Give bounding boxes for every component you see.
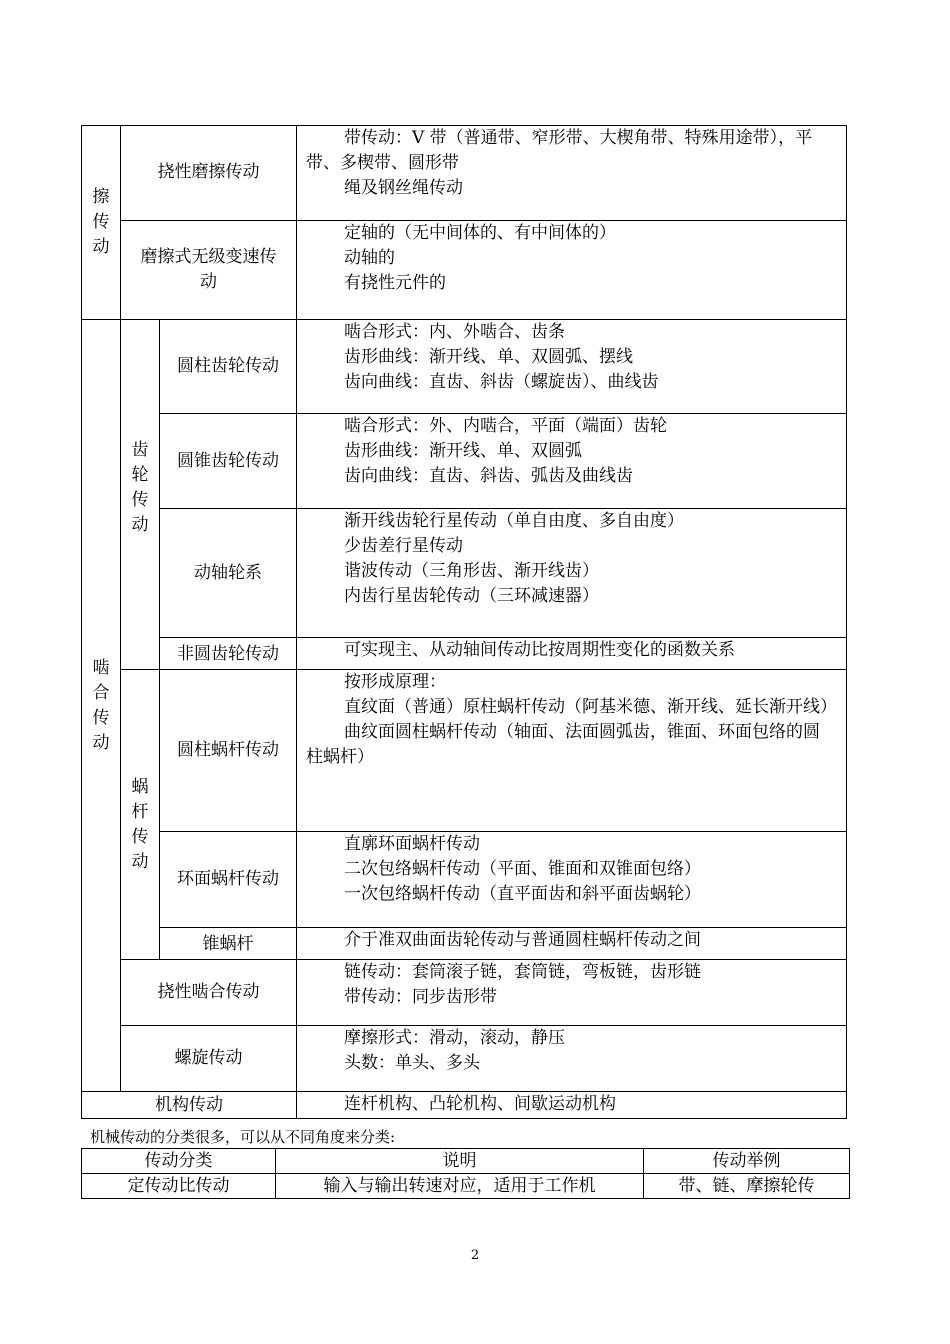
group-label-text — [93, 656, 110, 756]
row-description: 按形成原理： 直纹面（普通）原柱蜗杆传动（阿基米德、渐开线、延长渐开线） 曲纹面圆柱蜗杆传动（轴面、法面圆弧齿，锥面、环面包络的圆柱蜗杆） — [306, 672, 837, 767]
group-label-gear — [121, 320, 159, 669]
row-description: 摩擦形式：滑动，滚动，静压 头数：单头、多头 — [344, 1028, 565, 1073]
group-label-char: 传 — [92, 212, 110, 232]
row-name: 环面蜗杆传动 — [177, 869, 279, 889]
table-border — [849, 1148, 850, 1199]
table-border — [81, 1118, 847, 1119]
group-label-char: 杆 — [131, 801, 149, 822]
table-cell: 定传动比传动 — [127, 1175, 230, 1196]
table-cell: 带、链、摩擦轮传 — [678, 1175, 815, 1196]
caption-text: 机械传动的分类很多，可以从不同角度来分类: — [90, 1128, 396, 1146]
row-name: 螺旋传动 — [174, 1048, 243, 1068]
group-label-char: 动 — [92, 732, 110, 753]
table-header: 传动分类 — [144, 1150, 213, 1171]
row-name: 锥蜗杆 — [202, 934, 254, 954]
row-description: 啮合形式：外、内啮合，平面（端面）齿轮 齿形曲线：渐开线、单、双圆弧 齿向曲线：直齿、斜齿、弧齿及曲线齿 — [344, 416, 667, 486]
row-name: 圆锥齿轮传动 — [177, 450, 279, 471]
group-label-char: 蜗 — [131, 776, 149, 797]
row-name: 挠性磨擦传动 — [157, 161, 260, 182]
group-label-char: 传 — [131, 826, 149, 847]
group-label-char: 合 — [92, 682, 110, 703]
row-name: 圆柱齿轮传动 — [177, 356, 279, 376]
group-label-friction — [82, 126, 120, 319]
row-name: 非圆齿轮传动 — [177, 644, 279, 664]
row-name: 圆柱蜗杆传动 — [177, 740, 279, 760]
group-label-text — [132, 775, 149, 875]
group-label-char: 动 — [92, 237, 110, 257]
row-name: 机构传动 — [155, 1094, 223, 1115]
row-name: 磨擦式无级变速传动 — [140, 247, 277, 292]
row-description: 渐开线齿轮行星传动（单自由度、多自由度） 少齿差行星传动 谐波传动（三角形齿、渐开线齿） 内齿行星齿轮传动（三环减速器） — [344, 511, 684, 606]
group-label-char: 齿 — [131, 439, 149, 460]
row-description: 介于准双曲面齿轮传动与普通圆柱蜗杆传动之间 — [344, 930, 701, 950]
page-number: 2 — [470, 1248, 480, 1263]
table-border — [846, 125, 847, 1119]
group-label-char: 擦 — [92, 187, 110, 207]
row-description: 连杆机构、凸轮机构、间歇运动机构 — [344, 1094, 616, 1114]
table-header: 传动举例 — [712, 1150, 781, 1171]
group-label-meshing — [82, 320, 120, 1091]
group-label-char: 轮 — [131, 464, 149, 485]
row-description: 啮合形式：内、外啮合、齿条 齿形曲线：渐开线、单、双圆弧、摆线 齿向曲线：直齿、斜齿（螺旋齿）、曲线齿 — [344, 322, 659, 392]
row-description: 直廓环面蜗杆传动 二次包络蜗杆传动（平面、锥面和双锥面包络） 一次包络蜗杆传动（直平面齿和斜平面齿蜗轮） — [344, 834, 701, 904]
group-label-char: 传 — [131, 489, 149, 510]
group-label-text — [132, 438, 149, 538]
table-header: 说明 — [442, 1150, 477, 1171]
row-name: 动轴轮系 — [194, 562, 262, 583]
group-label-char: 动 — [131, 851, 149, 872]
group-label-char: 动 — [131, 514, 149, 535]
group-label-char: 传 — [92, 707, 110, 728]
row-description: 可实现主、从动轴间传动比按周期性变化的函数关系 — [344, 640, 735, 660]
row-description: 链传动：套筒滚子链，套筒链，弯板链，齿形链 带传动：同步齿形带 — [344, 962, 701, 1007]
row-name: 挠性啮合传动 — [157, 982, 260, 1002]
group-label-text — [93, 185, 110, 260]
row-description: 带传动：V 带（普通带、窄形带、大楔角带、特殊用途带），平带、多楔带、圆形带 绳及钢丝绳传动 — [306, 128, 813, 198]
row-description: 定轴的（无中间体的、有中间体的） 动轴的 有挠性元件的 — [344, 223, 616, 293]
group-label-worm — [121, 670, 159, 959]
group-label-char: 啮 — [92, 657, 110, 678]
table-cell: 输入与输出转速对应，适用于工作机 — [323, 1175, 596, 1196]
